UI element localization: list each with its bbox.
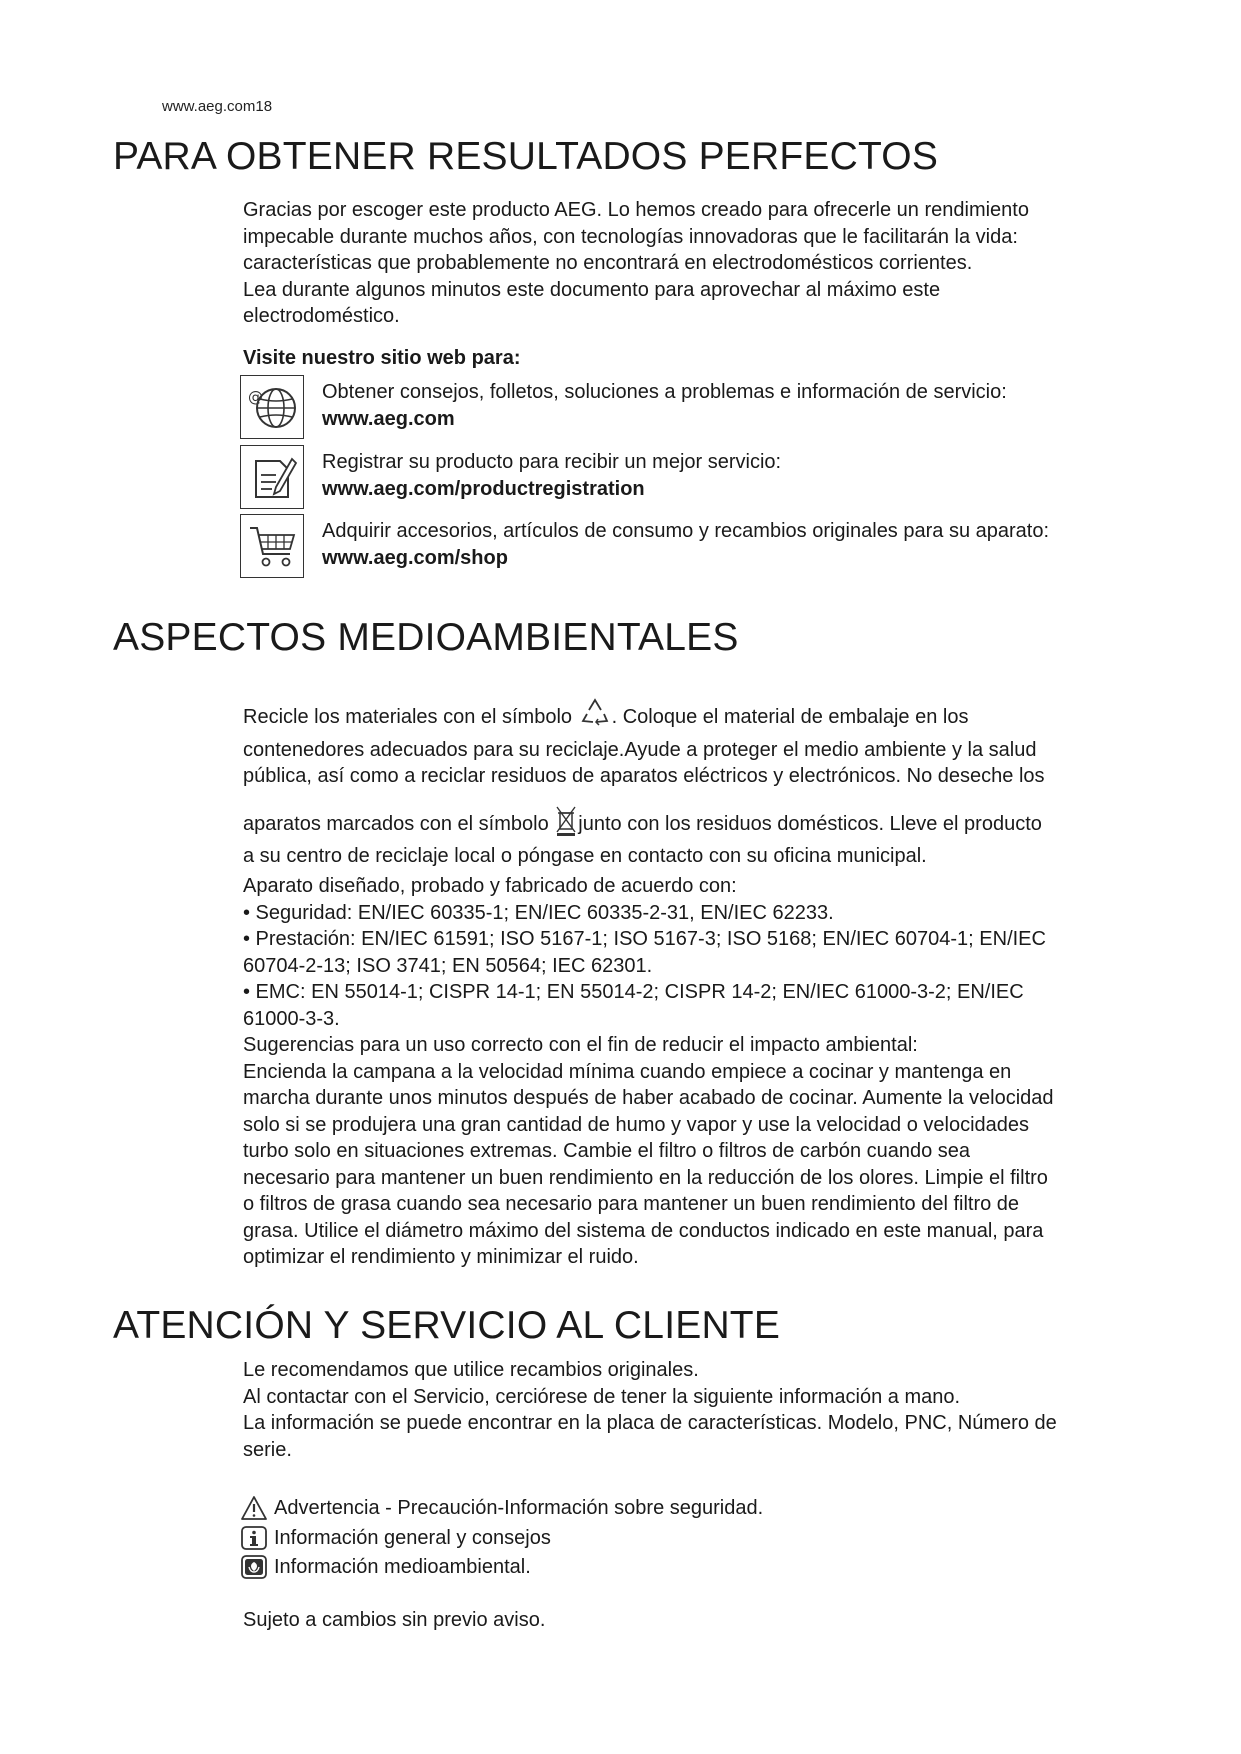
recycling-line (243, 804, 1143, 844)
recycling-line (243, 695, 1143, 737)
standards-line: solo si se produjera una gran cantidad de humo y vapor y use la velocidad o velocidades (243, 1113, 1030, 1136)
recycling-line: contenedores adecuados para su reciclaje.Ayude a proteger el medio ambiente y la salud (243, 738, 1037, 761)
crossed-bin-icon (554, 804, 578, 844)
standards-line: o filtros de grasa cuando sea necesario para mantener un buen rendimiento del filtro de (243, 1193, 1020, 1215)
intro-paragraph (243, 197, 1143, 330)
environment-icon (240, 1554, 268, 1588)
standards-line: grasa. Utilice el diámetro máximo del sistema de conductos indicado en este manual, para (243, 1219, 1044, 1242)
section-title-service: ATENCIÓN Y SERVICIO AL CLIENTE (113, 1304, 781, 1347)
globe-icon (240, 375, 304, 439)
standards-line: 61000-3-3. (243, 1007, 340, 1030)
service-line: serie. (243, 1438, 292, 1461)
recycling-paragraph (243, 695, 1143, 870)
section-title-results: PARA OBTENER RESULTADOS PERFECTOS (113, 135, 939, 178)
intro-line: características que probablemente no encontrará en electrodomésticos corrientes. (243, 252, 973, 274)
web-item-description: Adquirir accesorios, artículos de consumo y recambios originales para su aparato: (322, 520, 1050, 542)
recycling-line: a su centro de reciclaje local o póngase en contacto con su oficina municipal. (243, 845, 927, 867)
legend-text: Advertencia - Precaución-Información sobre seguridad. (274, 1497, 764, 1519)
intro-line: impecable durante muchos años, con tecnologías innovadoras que le facilitarán la vida: (243, 225, 1018, 248)
warning-icon (240, 1495, 268, 1529)
service-line: Al contactar con el Servicio, cerciórese de tener la siguiente información a mano. (243, 1385, 961, 1408)
standards-paragraph (243, 873, 1143, 1271)
link-aeg-shop[interactable]: www.aeg.com/shop (322, 547, 508, 569)
standards-line: turbo solo en situaciones extremas. Cambie el filtro o filtros de carbón cuando sea (243, 1140, 971, 1162)
page-header-url: www.aeg.com18 (162, 98, 273, 115)
standards-line: optimizar el rendimiento y minimizar el ruido. (243, 1246, 639, 1268)
intro-line: Lea durante algunos minutos este documento para aprovechar al máximo este (243, 278, 941, 301)
intro-line: electrodoméstico. (243, 305, 400, 327)
service-line: Le recomendamos que utilice recambios originales. (243, 1359, 699, 1381)
weee-text: aparatos marcados con el símbolo (243, 812, 549, 835)
standards-line: marcha durante unos minutos después de haber acabado de cocinar. Aumente la velocidad (243, 1087, 1054, 1109)
standards-line: • EMC: EN 55014-1; CISPR 14-1; EN 55014-2; CISPR 14-2; EN/IEC 61000-3-2; EN/IEC (243, 981, 1024, 1003)
footer-note: Sujeto a cambios sin previo aviso. (243, 1609, 546, 1631)
standards-line: • Seguridad: EN/IEC 60335-1; EN/IEC 60335-2-31, EN/IEC 62233. (243, 901, 834, 924)
web-item-registration (240, 445, 1140, 511)
web-item-shop (240, 514, 1140, 580)
recycle-icon (578, 695, 612, 737)
recycling-text: . Coloque el material de embalaje en los (611, 706, 969, 728)
standards-line: • Prestación: EN/IEC 61591; ISO 5167-1; ISO 5167-3; ISO 5168; EN/IEC 60704-1; EN/IEC (243, 928, 1046, 950)
web-item-support (240, 375, 1140, 441)
legend-text: Información medioambiental. (274, 1556, 531, 1578)
weee-text: junto con los residuos domésticos. Lleve el producto (578, 812, 1042, 835)
link-product-registration[interactable]: www.aeg.com/productregistration (322, 478, 645, 500)
standards-line: necesario para mantener un buen rendimiento en la reducción de los olores. Limpie el filtro (243, 1166, 1048, 1189)
standards-line: Aparato diseñado, probado y fabricado de acuerdo con: (243, 875, 737, 897)
web-item-description: Registrar su producto para recibir un mejor servicio: (322, 451, 782, 473)
web-item-description: Obtener consejos, folletos, soluciones a problemas e información de servicio: (322, 381, 1007, 403)
section-title-environment: ASPECTOS MEDIOAMBIENTALES (113, 616, 739, 659)
intro-line: Gracias por escoger este producto AEG. Lo hemos creado para ofrecerle un rendimiento (243, 199, 1029, 221)
link-aeg-home[interactable]: www.aeg.com (322, 408, 455, 430)
standards-line: 60704-2-13; ISO 3741; EN 50564; IEC 62301. (243, 954, 653, 977)
legend-text: Información general y consejos (274, 1527, 551, 1549)
visit-label: Visite nuestro sitio web para: (243, 347, 521, 369)
svg-text:@: @ (248, 388, 263, 406)
service-paragraph (243, 1357, 1143, 1463)
service-line: La información se puede encontrar en la placa de características. Modelo, PNC, Número de (243, 1412, 1057, 1434)
registration-icon (240, 445, 304, 509)
standards-line: Encienda la campana a la velocidad mínima cuando empiece a cocinar y mantenga en (243, 1060, 1012, 1083)
shopping-cart-icon (240, 514, 304, 578)
recycling-line: pública, así como a reciclar residuos de aparatos eléctricos y electrónicos. No deseche los (243, 765, 1045, 787)
standards-line: Sugerencias para un uso correcto con el fin de reducir el impacto ambiental: (243, 1034, 918, 1056)
recycling-text: Recicle los materiales con el símbolo (243, 706, 573, 728)
